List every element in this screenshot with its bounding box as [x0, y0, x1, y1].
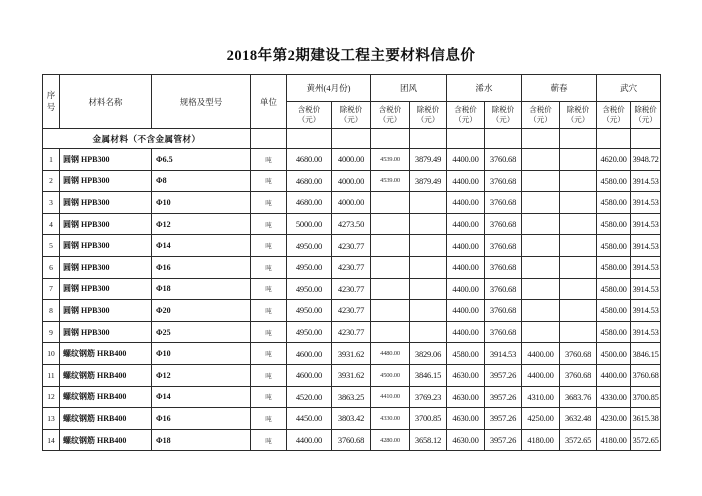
excl-tax-header-2: 除税价 （元） — [410, 102, 447, 129]
unit-cell: 吨 — [251, 213, 287, 235]
price-cell: 4400.00 — [522, 364, 560, 386]
serial-cell: 12 — [43, 386, 60, 408]
empty-cell — [447, 129, 485, 149]
spec-cell: Φ10 — [152, 192, 251, 214]
price-cell: 3760.68 — [485, 278, 522, 300]
serial-cell: 2 — [43, 170, 60, 192]
price-cell: 4580.00 — [597, 235, 631, 257]
table-row — [43, 149, 661, 171]
price-cell: 4500.00 — [371, 364, 410, 386]
unit-cell: 吨 — [251, 170, 287, 192]
price-cell: 4230.77 — [332, 256, 371, 278]
price-cell: 4000.00 — [332, 192, 371, 214]
price-cell: 4620.00 — [597, 149, 631, 171]
price-cell: 3572.65 — [560, 429, 597, 451]
serial-cell: 8 — [43, 300, 60, 322]
city-header-2: 团风 — [371, 75, 447, 102]
price-cell: 4400.00 — [447, 256, 485, 278]
empty-cell — [410, 129, 447, 149]
spec-cell: Φ18 — [152, 429, 251, 451]
serial-cell: 4 — [43, 213, 60, 235]
city-header-5: 武穴 — [597, 75, 661, 102]
price-cell: 4600.00 — [287, 364, 332, 386]
price-cell — [522, 300, 560, 322]
price-cell: 4000.00 — [332, 170, 371, 192]
unit-cell: 吨 — [251, 235, 287, 257]
serial-cell: 3 — [43, 192, 60, 214]
price-cell: 4950.00 — [287, 235, 332, 257]
excl-tax-header-5: 除税价 （元） — [631, 102, 661, 129]
serial-cell: 10 — [43, 343, 60, 365]
material-cell: 螺纹钢筋 HRB400 — [60, 408, 152, 430]
price-cell — [560, 192, 597, 214]
unit-cell: 吨 — [251, 408, 287, 430]
price-cell: 3914.53 — [631, 170, 661, 192]
price-cell: 3914.53 — [631, 213, 661, 235]
price-cell — [522, 256, 560, 278]
serial-cell: 6 — [43, 256, 60, 278]
incl-tax-header-2: 含税价 （元） — [371, 102, 410, 129]
city-header-1: 黄州(4月份) — [287, 75, 371, 102]
price-cell: 4539.00 — [371, 170, 410, 192]
price-cell: 4310.00 — [522, 386, 560, 408]
spec-cell: Φ10 — [152, 343, 251, 365]
table-row — [43, 300, 661, 322]
price-cell — [522, 278, 560, 300]
unit-cell: 吨 — [251, 149, 287, 171]
price-cell: 4580.00 — [597, 300, 631, 322]
price-cell: 4400.00 — [522, 343, 560, 365]
incl-tax-header-5: 含税价 （元） — [597, 102, 631, 129]
price-cell: 4630.00 — [447, 364, 485, 386]
table-row — [43, 321, 661, 343]
price-cell: 4580.00 — [597, 170, 631, 192]
price-cell: 4400.00 — [447, 235, 485, 257]
table-row — [43, 408, 661, 430]
material-cell: 圆钢 HPB300 — [60, 300, 152, 322]
price-cell: 4000.00 — [332, 149, 371, 171]
price-cell — [560, 321, 597, 343]
col-header-serial: 序号 — [43, 75, 60, 129]
unit-cell: 吨 — [251, 429, 287, 451]
price-cell: 4280.00 — [371, 429, 410, 451]
table-header — [43, 75, 661, 129]
price-cell: 4180.00 — [597, 429, 631, 451]
price-cell: 4480.00 — [371, 343, 410, 365]
excl-tax-header-4: 除税价 （元） — [560, 102, 597, 129]
empty-cell — [485, 129, 522, 149]
table-row — [43, 386, 661, 408]
price-cell: 3760.68 — [485, 192, 522, 214]
price-cell — [410, 278, 447, 300]
price-cell: 3957.26 — [485, 364, 522, 386]
price-cell — [371, 321, 410, 343]
price-cell: 4500.00 — [597, 343, 631, 365]
price-cell: 3914.53 — [631, 256, 661, 278]
price-cell: 4630.00 — [447, 429, 485, 451]
price-cell: 4410.00 — [371, 386, 410, 408]
page-title: 2018年第2期建设工程主要材料信息价 — [226, 48, 476, 64]
price-cell: 3760.68 — [485, 149, 522, 171]
price-cell: 3879.49 — [410, 170, 447, 192]
price-cell: 3846.15 — [631, 343, 661, 365]
price-cell: 3914.53 — [631, 321, 661, 343]
price-cell: 3760.68 — [485, 256, 522, 278]
price-cell: 4539.00 — [371, 149, 410, 171]
price-cell: 4400.00 — [447, 213, 485, 235]
unit-cell: 吨 — [251, 256, 287, 278]
unit-cell: 吨 — [251, 321, 287, 343]
section-header: 金属材料（不含金属管材） — [43, 129, 251, 149]
price-cell: 4330.00 — [371, 408, 410, 430]
price-cell: 3931.62 — [332, 343, 371, 365]
price-cell — [410, 235, 447, 257]
table-row — [43, 429, 661, 451]
spec-cell: Φ12 — [152, 213, 251, 235]
table-row — [43, 235, 661, 257]
price-cell — [410, 213, 447, 235]
price-cell — [522, 213, 560, 235]
price-cell — [522, 192, 560, 214]
price-cell — [371, 256, 410, 278]
serial-cell: 14 — [43, 429, 60, 451]
price-cell: 3615.38 — [631, 408, 661, 430]
price-cell: 4580.00 — [447, 343, 485, 365]
price-cell: 3760.68 — [560, 343, 597, 365]
price-cell: 3760.68 — [485, 300, 522, 322]
price-cell: 3846.15 — [410, 364, 447, 386]
price-cell: 4520.00 — [287, 386, 332, 408]
price-cell — [560, 213, 597, 235]
price-cell — [371, 278, 410, 300]
unit-cell: 吨 — [251, 278, 287, 300]
price-cell: 3760.68 — [485, 170, 522, 192]
section-row — [43, 129, 661, 149]
empty-cell — [560, 129, 597, 149]
empty-cell — [371, 129, 410, 149]
price-cell: 3658.12 — [410, 429, 447, 451]
price-cell — [371, 300, 410, 322]
price-cell: 3914.53 — [631, 300, 661, 322]
price-cell: 4230.77 — [332, 321, 371, 343]
material-cell: 圆钢 HPB300 — [60, 321, 152, 343]
material-cell: 圆钢 HPB300 — [60, 235, 152, 257]
price-cell: 4400.00 — [597, 364, 631, 386]
price-cell: 3700.85 — [631, 386, 661, 408]
serial-cell: 11 — [43, 364, 60, 386]
price-cell: 3683.76 — [560, 386, 597, 408]
material-cell: 圆钢 HPB300 — [60, 170, 152, 192]
serial-cell: 1 — [43, 149, 60, 171]
price-cell: 4230.00 — [597, 408, 631, 430]
price-cell: 3760.68 — [560, 364, 597, 386]
price-cell: 3760.68 — [631, 364, 661, 386]
price-cell: 4400.00 — [447, 278, 485, 300]
material-cell: 圆钢 HPB300 — [60, 256, 152, 278]
empty-cell — [287, 129, 332, 149]
price-cell: 4180.00 — [522, 429, 560, 451]
col-header-unit: 单位 — [251, 75, 287, 129]
price-cell: 4630.00 — [447, 386, 485, 408]
price-cell: 4400.00 — [447, 321, 485, 343]
spec-cell: Φ12 — [152, 364, 251, 386]
price-cell: 3957.26 — [485, 386, 522, 408]
price-cell: 4250.00 — [522, 408, 560, 430]
price-cell: 3931.62 — [332, 364, 371, 386]
incl-tax-header-3: 含税价 （元） — [447, 102, 485, 129]
price-cell: 5000.00 — [287, 213, 332, 235]
empty-cell — [522, 129, 560, 149]
price-cell: 4680.00 — [287, 149, 332, 171]
spec-cell: Φ6.5 — [152, 149, 251, 171]
price-cell: 3760.68 — [485, 235, 522, 257]
price-cell — [522, 321, 560, 343]
price-cell: 3769.23 — [410, 386, 447, 408]
price-cell — [560, 278, 597, 300]
price-cell: 3632.48 — [560, 408, 597, 430]
unit-cell: 吨 — [251, 386, 287, 408]
price-cell — [560, 149, 597, 171]
unit-cell: 吨 — [251, 364, 287, 386]
price-cell — [560, 256, 597, 278]
serial-cell: 13 — [43, 408, 60, 430]
price-cell: 3829.06 — [410, 343, 447, 365]
unit-cell: 吨 — [251, 192, 287, 214]
price-cell: 4600.00 — [287, 343, 332, 365]
price-cell: 3863.25 — [332, 386, 371, 408]
empty-cell — [332, 129, 371, 149]
price-cell: 3760.68 — [332, 429, 371, 451]
price-cell: 4230.77 — [332, 235, 371, 257]
table-row — [43, 192, 661, 214]
table-row — [43, 278, 661, 300]
city-header-3: 浠水 — [447, 75, 522, 102]
material-cell: 螺纹钢筋 HRB400 — [60, 429, 152, 451]
price-cell — [410, 300, 447, 322]
price-cell: 3760.68 — [485, 213, 522, 235]
material-cell: 螺纹钢筋 HRB400 — [60, 343, 152, 365]
price-cell: 4950.00 — [287, 300, 332, 322]
price-cell: 4630.00 — [447, 408, 485, 430]
price-cell: 4950.00 — [287, 278, 332, 300]
price-cell: 3914.53 — [631, 235, 661, 257]
spec-cell: Φ20 — [152, 300, 251, 322]
price-cell: 4580.00 — [597, 213, 631, 235]
price-cell: 4400.00 — [447, 149, 485, 171]
empty-cell — [251, 129, 287, 149]
price-cell — [560, 235, 597, 257]
table-row — [43, 364, 661, 386]
price-cell: 4680.00 — [287, 170, 332, 192]
price-cell — [371, 235, 410, 257]
empty-cell — [631, 129, 661, 149]
spec-cell: Φ8 — [152, 170, 251, 192]
price-cell: 4400.00 — [287, 429, 332, 451]
material-cell: 圆钢 HPB300 — [60, 149, 152, 171]
incl-tax-header-4: 含税价 （元） — [522, 102, 560, 129]
unit-cell: 吨 — [251, 343, 287, 365]
price-cell: 4580.00 — [597, 192, 631, 214]
spec-cell: Φ18 — [152, 278, 251, 300]
price-cell — [410, 321, 447, 343]
price-cell: 3957.26 — [485, 408, 522, 430]
price-cell: 4950.00 — [287, 256, 332, 278]
price-cell: 3914.53 — [631, 278, 661, 300]
spec-cell: Φ14 — [152, 235, 251, 257]
incl-tax-header-1: 含税价 （元） — [287, 102, 332, 129]
price-cell: 4580.00 — [597, 278, 631, 300]
serial-cell: 7 — [43, 278, 60, 300]
city-header-4: 蕲春 — [522, 75, 597, 102]
price-cell: 4450.00 — [287, 408, 332, 430]
price-cell: 3957.26 — [485, 429, 522, 451]
price-cell: 4400.00 — [447, 170, 485, 192]
price-cell — [560, 300, 597, 322]
serial-cell: 5 — [43, 235, 60, 257]
spec-cell: Φ16 — [152, 408, 251, 430]
price-cell: 4580.00 — [597, 321, 631, 343]
table-row — [43, 213, 661, 235]
price-cell — [371, 213, 410, 235]
unit-cell: 吨 — [251, 300, 287, 322]
excl-tax-header-1: 除税价 （元） — [332, 102, 371, 129]
material-price-table — [42, 74, 661, 451]
price-cell — [410, 192, 447, 214]
price-cell — [522, 170, 560, 192]
empty-cell — [597, 129, 631, 149]
material-cell: 螺纹钢筋 HRB400 — [60, 386, 152, 408]
price-cell: 4400.00 — [447, 300, 485, 322]
col-header-material: 材料名称 — [60, 75, 152, 129]
price-cell: 3879.49 — [410, 149, 447, 171]
price-cell — [371, 192, 410, 214]
material-cell: 螺纹钢筋 HRB400 — [60, 364, 152, 386]
price-cell: 3948.72 — [631, 149, 661, 171]
price-cell — [522, 149, 560, 171]
price-cell: 4950.00 — [287, 321, 332, 343]
price-cell: 4680.00 — [287, 192, 332, 214]
price-cell: 3700.85 — [410, 408, 447, 430]
excl-tax-header-3: 除税价 （元） — [485, 102, 522, 129]
price-cell: 3914.53 — [485, 343, 522, 365]
price-cell: 3572.65 — [631, 429, 661, 451]
price-cell — [560, 170, 597, 192]
spec-cell: Φ14 — [152, 386, 251, 408]
price-cell: 4400.00 — [447, 192, 485, 214]
price-cell: 4273.50 — [332, 213, 371, 235]
table-row — [43, 343, 661, 365]
col-header-spec: 规格及型号 — [152, 75, 251, 129]
price-cell — [410, 256, 447, 278]
price-cell: 3803.42 — [332, 408, 371, 430]
price-cell: 4230.77 — [332, 300, 371, 322]
price-cell: 4330.00 — [597, 386, 631, 408]
material-cell: 圆钢 HPB300 — [60, 278, 152, 300]
spec-cell: Φ16 — [152, 256, 251, 278]
price-cell: 4230.77 — [332, 278, 371, 300]
material-cell: 圆钢 HPB300 — [60, 213, 152, 235]
table-row — [43, 256, 661, 278]
table-row — [43, 170, 661, 192]
spec-cell: Φ25 — [152, 321, 251, 343]
material-cell: 圆钢 HPB300 — [60, 192, 152, 214]
price-cell: 4580.00 — [597, 256, 631, 278]
price-cell: 3914.53 — [631, 192, 661, 214]
price-cell — [522, 235, 560, 257]
price-cell: 3760.68 — [485, 321, 522, 343]
serial-cell: 9 — [43, 321, 60, 343]
